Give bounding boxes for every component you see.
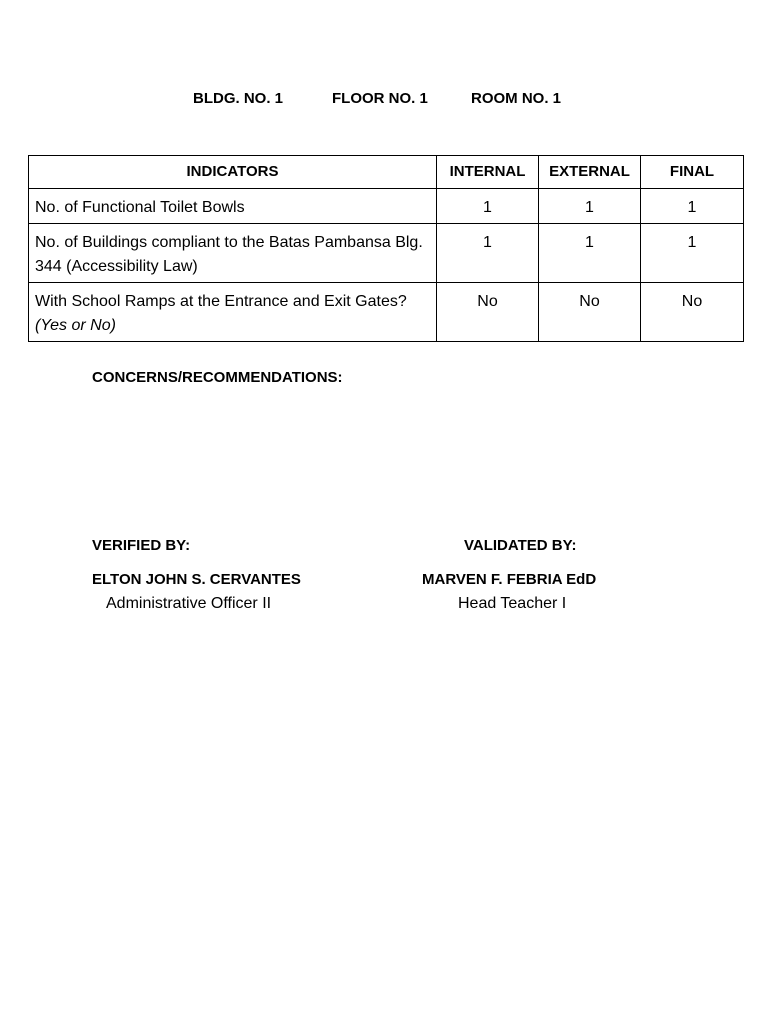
internal-cell: 1 [437,224,539,283]
validated-by-label: VALIDATED BY: [464,537,577,554]
validator-name: MARVEN F. FEBRIA EdD [422,571,597,588]
final-cell: 1 [641,224,744,283]
concerns-label: CONCERNS/RECOMMENDATIONS: [92,369,343,386]
table-row [29,283,744,342]
table-row [29,189,744,224]
final-cell: No [641,283,744,342]
internal-cell: 1 [437,189,539,224]
verified-by-label: VERIFIED BY: [92,537,191,554]
room-number: ROOM NO. 1 [471,90,562,107]
column-header-internal: INTERNAL [437,156,539,189]
column-header-indicators: INDICATORS [29,156,437,189]
building-number: BLDG. NO. 1 [193,90,284,107]
column-header-external: EXTERNAL [539,156,641,189]
internal-cell: No [437,283,539,342]
external-cell: 1 [539,224,641,283]
column-header-final: FINAL [641,156,744,189]
verifier-title: Administrative Officer II [106,595,272,612]
concerns-text [92,398,692,518]
external-cell: 1 [539,189,641,224]
indicator-text: No. of Functional Toilet Bowls [35,199,245,216]
floor-number: FLOOR NO. 1 [332,90,428,107]
external-cell: No [539,283,641,342]
indicator-hint: (Yes or No) [35,317,116,334]
table-row [29,224,744,283]
validator-title: Head Teacher I [458,595,567,612]
table-header-row [29,156,744,189]
indicator-cell [29,224,437,283]
indicator-text: With School Ramps at the Entrance and Exit Gates? [35,293,407,310]
final-cell: 1 [641,189,744,224]
indicator-cell [29,189,437,224]
indicators-table [28,155,744,342]
indicator-text: No. of Buildings compliant to the Batas Pambansa Blg. 344 (Accessibility Law) [35,234,423,275]
verifier-name: ELTON JOHN S. CERVANTES [92,571,301,588]
indicator-cell [29,283,437,342]
